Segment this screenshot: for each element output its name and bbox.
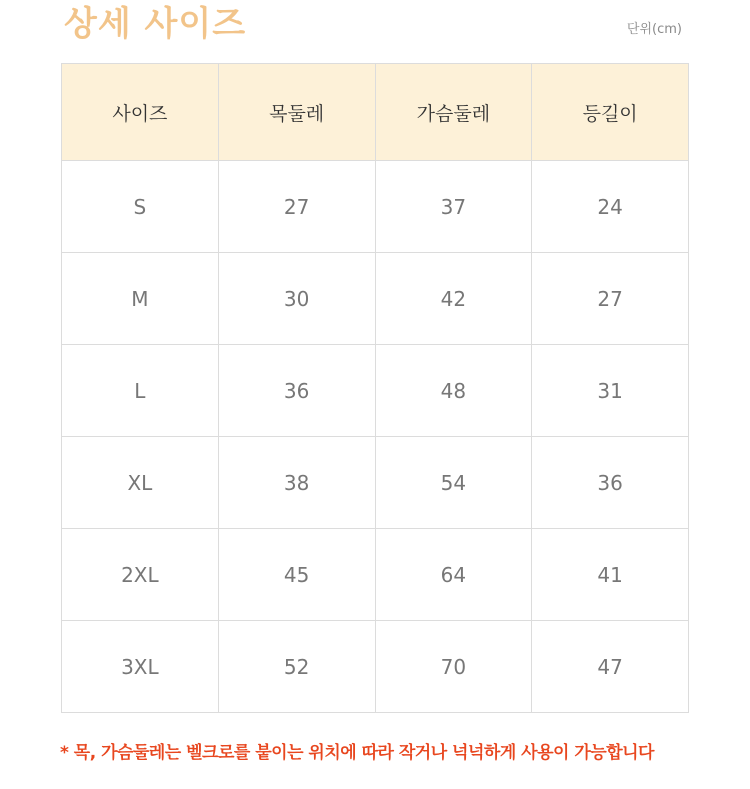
size-cell: 3XL — [62, 621, 219, 713]
page-title: 상세 사이즈 — [64, 4, 247, 44]
chest-cell: 48 — [375, 345, 532, 437]
size-cell: M — [62, 253, 219, 345]
chest-cell: 70 — [375, 621, 532, 713]
size-cell: XL — [62, 437, 219, 529]
neck-cell: 52 — [218, 621, 375, 713]
back-length-cell: 31 — [532, 345, 689, 437]
size-cell: 2XL — [62, 529, 219, 621]
fit-note: * 목, 가슴둘레는 벨크로를 붙이는 위치에 따라 작거나 넉넉하게 사용이 가능합니다 — [60, 743, 654, 763]
table-row — [62, 345, 689, 437]
chest-cell: 64 — [375, 529, 532, 621]
back-length-cell: 24 — [532, 161, 689, 253]
column-header-back-length: 등길이 — [532, 64, 689, 161]
column-header-chest: 가슴둘레 — [375, 64, 532, 161]
table-row — [62, 437, 689, 529]
back-length-cell: 41 — [532, 529, 689, 621]
unit-label: 단위(cm) — [626, 22, 682, 37]
chest-cell: 54 — [375, 437, 532, 529]
neck-cell: 38 — [218, 437, 375, 529]
neck-cell: 27 — [218, 161, 375, 253]
table-row — [62, 621, 689, 713]
back-length-cell: 36 — [532, 437, 689, 529]
neck-cell: 36 — [218, 345, 375, 437]
table-row — [62, 253, 689, 345]
size-cell: L — [62, 345, 219, 437]
column-header-neck: 목둘레 — [218, 64, 375, 161]
back-length-cell: 47 — [532, 621, 689, 713]
table-header-row — [62, 64, 689, 161]
neck-cell: 30 — [218, 253, 375, 345]
neck-cell: 45 — [218, 529, 375, 621]
size-table — [61, 63, 689, 713]
back-length-cell: 27 — [532, 253, 689, 345]
chest-cell: 42 — [375, 253, 532, 345]
table-row — [62, 161, 689, 253]
chest-cell: 37 — [375, 161, 532, 253]
table-row — [62, 529, 689, 621]
column-header-size: 사이즈 — [62, 64, 219, 161]
size-cell: S — [62, 161, 219, 253]
